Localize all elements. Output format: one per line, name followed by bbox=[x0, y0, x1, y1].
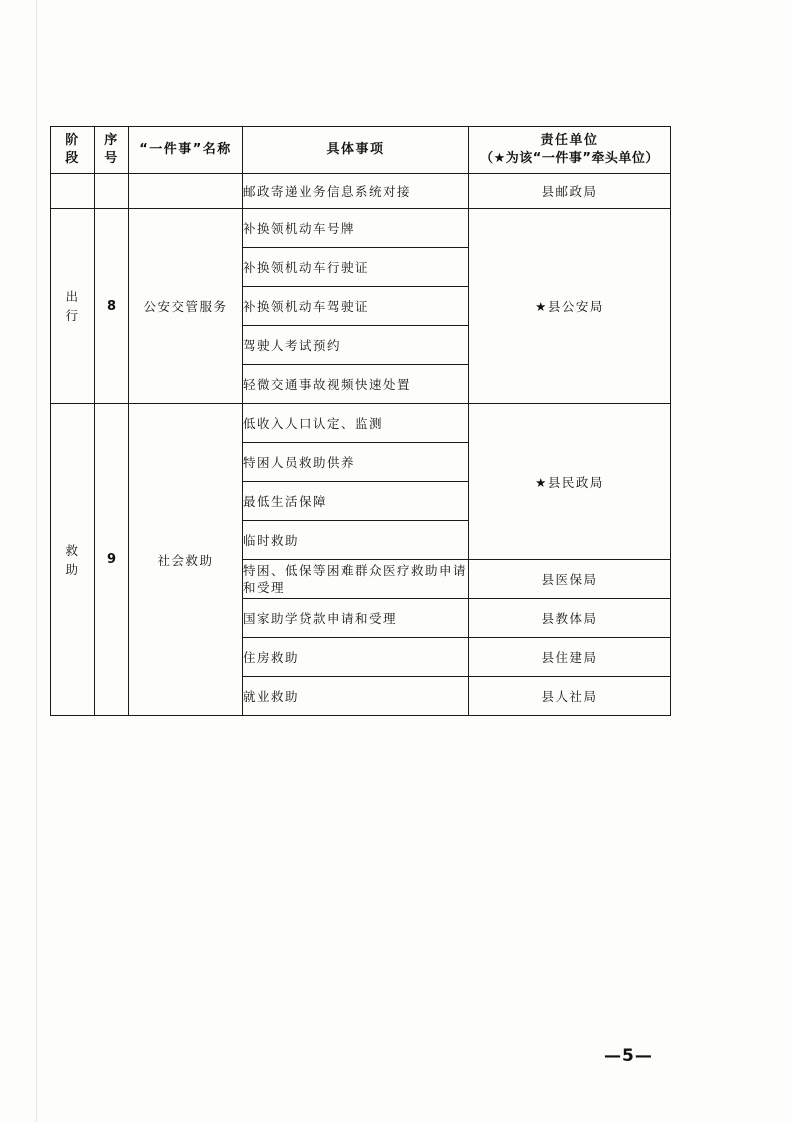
name-cell: 社会救助 bbox=[129, 404, 243, 716]
item-cell: 轻微交通事故视频快速处置 bbox=[243, 365, 469, 404]
service-table bbox=[50, 126, 671, 716]
unit-cell: ★县公安局 bbox=[469, 209, 671, 404]
stage-cell: 出 行 bbox=[51, 209, 95, 404]
header-items: 具体事项 bbox=[243, 127, 469, 174]
no-cell bbox=[95, 174, 129, 209]
unit-cell: 县医保局 bbox=[469, 560, 671, 599]
unit-cell: 县住建局 bbox=[469, 638, 671, 677]
item-cell: 补换领机动车号牌 bbox=[243, 209, 469, 248]
no-cell: 8 bbox=[95, 209, 129, 404]
item-cell: 最低生活保障 bbox=[243, 482, 469, 521]
stage-cell: 救 助 bbox=[51, 404, 95, 716]
no-cell: 9 bbox=[95, 404, 129, 716]
item-cell: 就业救助 bbox=[243, 677, 469, 716]
table-row bbox=[51, 404, 671, 443]
item-cell: 特困、低保等困难群众医疗救助申请和受理 bbox=[243, 560, 469, 599]
unit-cell: 县邮政局 bbox=[469, 174, 671, 209]
page-number: —5— bbox=[604, 1046, 653, 1066]
header-unit-line2: （★为该“一件事”牵头单位） bbox=[480, 151, 659, 166]
table-row bbox=[51, 174, 671, 209]
page-edge bbox=[36, 0, 37, 1122]
header-unit bbox=[469, 127, 671, 174]
item-cell: 补换领机动车驾驶证 bbox=[243, 287, 469, 326]
unit-cell: 县人社局 bbox=[469, 677, 671, 716]
header-stage: 阶 段 bbox=[51, 127, 95, 174]
item-cell: 住房救助 bbox=[243, 638, 469, 677]
stage-cell bbox=[51, 174, 95, 209]
unit-cell: ★县民政局 bbox=[469, 404, 671, 560]
header-unit-line1: 责任单位 bbox=[540, 133, 599, 148]
table-header-row bbox=[51, 127, 671, 174]
header-no: 序 号 bbox=[95, 127, 129, 174]
item-cell: 低收入人口认定、监测 bbox=[243, 404, 469, 443]
item-cell: 驾驶人考试预约 bbox=[243, 326, 469, 365]
item-cell: 特困人员救助供养 bbox=[243, 443, 469, 482]
item-cell: 补换领机动车行驶证 bbox=[243, 248, 469, 287]
table-row bbox=[51, 209, 671, 248]
name-cell: 公安交管服务 bbox=[129, 209, 243, 404]
header-name: “一件事”名称 bbox=[129, 127, 243, 174]
item-cell: 国家助学贷款申请和受理 bbox=[243, 599, 469, 638]
unit-cell: 县教体局 bbox=[469, 599, 671, 638]
item-cell: 邮政寄递业务信息系统对接 bbox=[243, 174, 469, 209]
item-cell: 临时救助 bbox=[243, 521, 469, 560]
name-cell bbox=[129, 174, 243, 209]
